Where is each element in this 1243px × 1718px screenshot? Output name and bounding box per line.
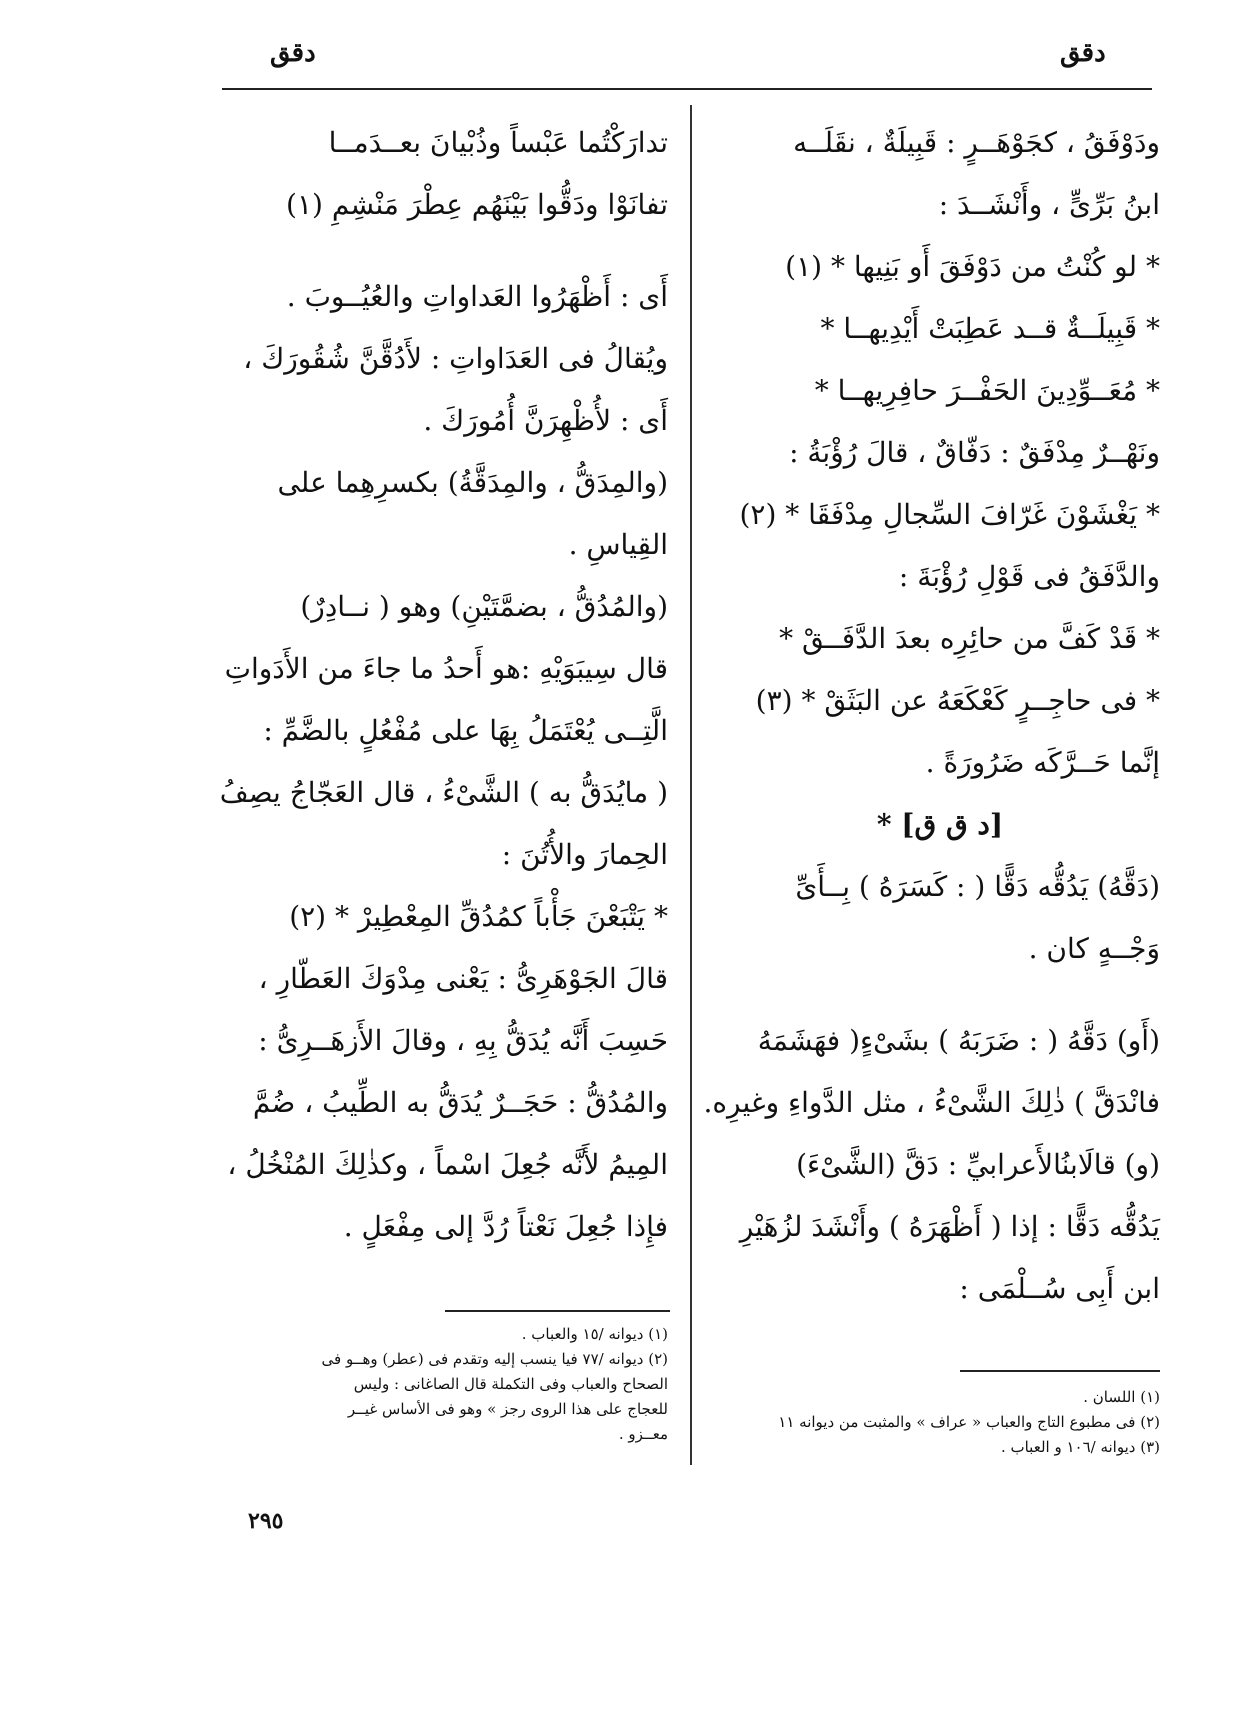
footnote: (١) اللسان . — [1083, 1388, 1160, 1406]
text-line: (والمُدُقُّ ، بضمَّتَيْنِ) وهو ( نــادِرٌ) — [300, 590, 668, 623]
text-line: والدَّفَقُ فى قَوْلِ رُؤْبَةَ : — [898, 560, 1160, 593]
text-line: القِياسِ . — [568, 528, 668, 561]
footnotes-left — [218, 1322, 668, 1447]
text-line: أَى : لأُظْهِرَنَّ أُمُورَكَ . — [423, 404, 668, 437]
footnote: (٣) ديوانه /١٠٦ و العباب . — [1000, 1438, 1160, 1456]
text-line: (و) قالَابنُالأَعرابيِّ : دَقَّ (الشَّىْءَ) — [796, 1148, 1160, 1181]
text-line: ( مايُدَقُّ به ) الشَّىْءُ ، قال العَجّاجُ يصِفُ — [219, 776, 668, 809]
verse-line: * قَدْ كَفَّ من حائِرِه بعدَ الدَّفَــقْ * — [779, 622, 1160, 655]
text-line: الَّتِــى يُعْتَمَلُ بِهَا على مُفْعُلٍ بالضَّمِّ : — [263, 714, 668, 747]
text-line: (دَقَّهُ) يَدُقُّه دَقًّا ( : كَسَرَهُ ) بِــأَىِّ — [795, 870, 1160, 903]
verse-line: تدارَكْتُما عَبْساً وذُبْيانَ بعــدَمــا — [328, 126, 668, 159]
footnote-rule-right — [960, 1370, 1160, 1372]
text-line: قال سِيبَوَيْهِ :هو أَحدُ ما جاءَ من الأَدَواتِ — [224, 652, 668, 685]
text-line: ودَوْفَقُ ، كجَوْهَــرٍ : قَبِيلَةٌ ، نقَلَــه — [793, 126, 1160, 159]
page-header-word-right: دقق — [1060, 38, 1106, 68]
left-column — [218, 112, 668, 1258]
text-line: وَجْــهٍ كان . — [1028, 932, 1160, 965]
verse-line: * مُعَــوِّدِينَ الحَفْــرَ حافِرِيهــا * — [814, 374, 1160, 407]
text-line: إنَّما حَــرَّكَه ضَرُورَةً . — [925, 746, 1160, 779]
footnote: للعجاج على هذا الروى رجز » وهو فى الأساس غيــر — [347, 1400, 668, 1418]
footnote: (٢) ديوانه /٧٧ فيا ينسب إليه وتقدم فى (عطر) وهــو فى — [321, 1350, 668, 1368]
text-line: (والمِدَقُّ ، والمِدَقَّةُ) بكسرِهِما على — [277, 466, 668, 499]
page-number: ٢٩٥ — [248, 1508, 284, 1534]
text-line: ابنُ بَرِّىٍّ ، وأَنْشَــدَ : — [938, 188, 1160, 221]
text-line: ابن أَبِى سُــلْمَى : — [959, 1272, 1160, 1305]
column-divider — [690, 105, 692, 1465]
footnote: (٢) فى مطبوع التاج والعباب « عراف » والمثبت من ديوانه ١١ — [778, 1413, 1160, 1431]
text-line: فإِذا جُعِلَ نَعْتاً رُدَّ إلى مِفْعَلٍ . — [343, 1210, 668, 1243]
verse-line: * فى حاجِــرٍ كَعْكَعَهُ عن البَثَقْ * (٣) — [755, 684, 1160, 717]
footnote: (١) ديوانه /١٥ والعباب . — [521, 1325, 668, 1343]
verse-line: * لو كُنْتُ من دَوْفَقَ أَو بَنِيها * (١) — [785, 250, 1160, 283]
verse-line: * قَبِيلَــةٌ قــد عَطِبَتْ أَيْدِيهــا * — [820, 312, 1160, 345]
verse-line: * يَتْبَعْنَ جَأْباً كمُدُقِّ المِعْطِيرْ * (٢) — [289, 900, 668, 933]
text-line: قالَ الجَوْهَرِىُّ : يَعْنى مِدْوَكَ العَطّارِ ، — [258, 962, 668, 995]
text-line: (أَو) دَقَّهُ ( : ضَرَبَهُ ) بشَىْءٍ( فهَشَمَهُ — [757, 1024, 1160, 1057]
entry-heading: [د ق ق] * — [876, 808, 1004, 841]
text-line: يَدُقُّه دَقًّا : إذا ( أَظْهَرَهُ ) وأَنْشَدَ لزُهَيْرِ — [739, 1210, 1160, 1243]
text-line: والمُدُقُّ : حَجَــرٌ يُدَقُّ به الطِّيبُ ، ضُمَّ — [252, 1086, 668, 1119]
text-line: ويُقالُ فى العَدَاواتِ : لأَدُقَّنَّ شُقُورَكَ ، — [243, 342, 668, 375]
text-line: الحِمارَ والأُتُنَ : — [501, 838, 668, 871]
text-line: ونَهْــرٌ مِدْفَقٌ : دَفّاقٌ ، قالَ رُؤْبَةُ : — [789, 436, 1160, 469]
text-line: حَسِبَ أَنَّه يُدَقُّ بِهِ ، وقالَ الأَزهَــرِىُّ : — [258, 1024, 668, 1057]
text-line: أَى : أَظْهَرُوا العَداواتِ والعُيُــوبَ . — [286, 280, 668, 313]
footnote: الصحاح والعباب وفى التكملة قال الصاغانى : وليس — [353, 1375, 668, 1393]
footnotes-right — [720, 1385, 1160, 1460]
verse-line: تفانَوْا ودَقُّوا بَيْنَهُم عِطْرَ مَنْشِمِ (١) — [286, 188, 668, 221]
verse-line: * يَغْشَوْنَ غَرّافَ السِّجالِ مِدْفَقَا * (٢) — [739, 498, 1160, 531]
text-line: فانْدَقَّ ) ذٰلِكَ الشَّىْءُ ، مثل الدَّواءِ وغيرِه. — [703, 1086, 1160, 1119]
right-column — [703, 112, 1160, 1320]
header-rule — [222, 88, 1152, 90]
footnote-rule-left — [445, 1310, 670, 1312]
page-header-word-left: دقق — [270, 38, 316, 68]
text-line: المِيمُ لأَنَّه جُعِلَ اسْماً ، وكذٰلِكَ المُنْخُلُ ، — [227, 1148, 668, 1181]
footnote: معــزو . — [618, 1425, 668, 1443]
